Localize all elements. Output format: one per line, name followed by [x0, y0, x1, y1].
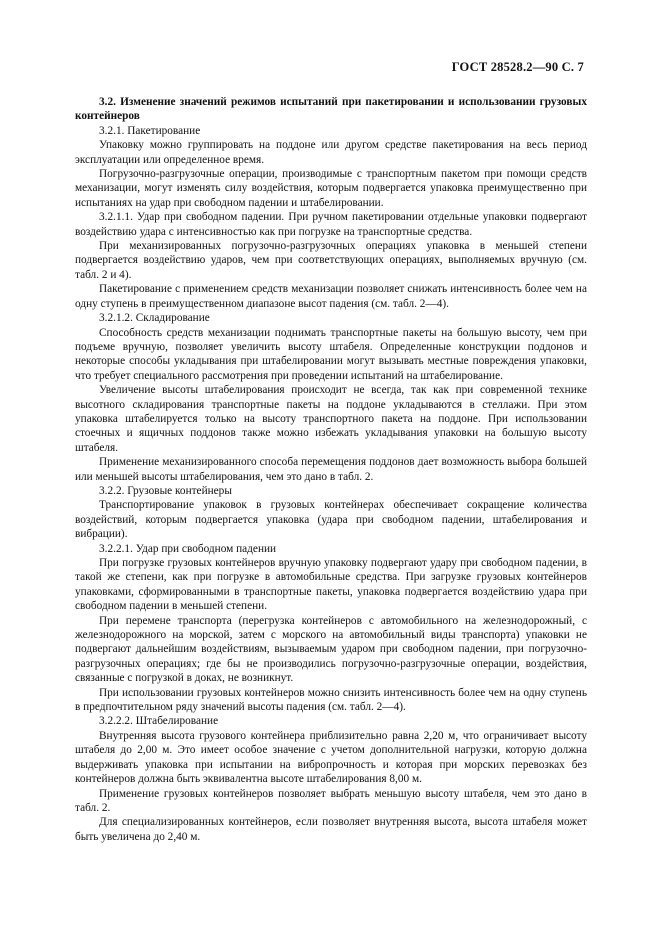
subsection-paragraph: 3.2.2.2. Штабелирование: [99, 715, 219, 728]
body-paragraph: Транспортирование упаковок в грузовых контейнерах обеспечивает сокращение количества воздействий, которым подвергается упаковка (удара при свободном падении, штабелирования и вибрации).: [75, 499, 587, 541]
body-paragraph: Упаковку можно группировать на поддоне или другом средстве пакетирования на весь период эксплуатации или определенное время.: [75, 139, 587, 166]
body-paragraph: Применение грузовых контейнеров позволяет выбрать меньшую высоту штабеля, чем это дано в табл. 2.: [75, 787, 587, 814]
subsection-paragraph: 3.2.1.1. Удар при свободном падении. При ручном пакетировании отдельные упаковки подвергают воздействию удара с интенсивностью как при погрузке на транспортные средства.: [75, 211, 587, 238]
body-paragraph: При перемене транспорта (перегрузка контейнеров с автомобильного на железнодорожный, с железнодорожного на морской, затем с морского на автомобильный виды транспорта) упаковки не подвергают дальнейшим воздействиям, вызываемым ударом при свободном падении, при погрузочно-разгрузочных операциях; где бы не производились погрузочно-разгрузочные операции, воздействия, связанные с погрузкой в доках, не возникнут.: [75, 614, 587, 685]
document-body: [75, 95, 587, 844]
body-paragraph: Пакетирование с применением средств механизации позволяет снижать интенсивность более чем на одну ступень в преимущественном диапазоне высот падения (см. табл. 2—4).: [75, 283, 587, 310]
body-paragraph: Увеличение высоты штабелирования происходит не всегда, так как при современной технике высотного складирования транспортные пакеты на поддоне укладываются в стеллажи. При этом упаковка штабелируется только на высоту транспортного пакета на поддоне. При использовании стоечных и ящичных поддонов также можно избежать укладывания упаковки на большую высоту штабеля.: [75, 384, 587, 454]
subsection-paragraph: 3.2.1.2. Складирование: [99, 312, 210, 325]
subsection-paragraph: 3.2.2. Грузовые контейнеры: [99, 484, 232, 497]
page-header: ГОСТ 28528.2—90 С. 7: [451, 60, 584, 74]
body-paragraph: Внутренняя высота грузового контейнера приблизительно равна 2,20 м, что ограничивает высоту штабеля до 2,00 м. Это имеет особое значение с учетом дополнительной нагрузки, которую должна выдерживать упаковка при испытании на вибропрочность и которая при морских перевозках без контейнеров должна быть эквивалентна высоте штабелирования 8,00 м.: [75, 729, 587, 786]
section-heading: 3.2. Изменение значений режимов испытаний при пакетировании и использовании грузовых контейнеров: [75, 96, 587, 123]
subsection-paragraph: 3.2.1. Пакетирование: [99, 124, 201, 137]
body-paragraph: Применение механизированного способа перемещения поддонов дает возможность выбора большей или меньшей высоты штабелирования, чем это дано в табл. 2.: [75, 456, 587, 483]
subsection-paragraph: 3.2.2.1. Удар при свободном падении: [99, 542, 277, 555]
body-paragraph: При использовании грузовых контейнеров можно снизить интенсивность более чем на одну ступень в предпочтительном ряду значений высоты падения (см. табл. 2—4).: [75, 686, 587, 714]
body-paragraph: При механизированных погрузочно-разгрузочных операциях упаковка в меньшей степени подвергается воздействию ударов, чем при соответствующих операциях, выполняемых вручную (см. табл. 2 и 4).: [75, 240, 587, 281]
body-paragraph: Для специализированных контейнеров, если позволяет внутренняя высота, высота штабеля может быть увеличена до 2,40 м.: [75, 816, 587, 843]
body-paragraph: При погрузке грузовых контейнеров вручную упаковку подвергают удару при свободном падении, в такой же степени, как при погрузке в автомобильные средства. При загрузке грузовых контейнеров упаковками, сформированными в транспортные пакеты, упаковка подвергается воздействию удара при свободном падении в меньшей степени.: [75, 557, 587, 613]
body-paragraph: Погрузочно-разгрузочные операции, производимые с транспортным пакетом при помощи средств механизации, могут изменять силу воздействия, которым подвергается упаковка преимущественно при испытаниях на удар при свободном падении и штабелировании.: [75, 168, 587, 209]
body-paragraph: Способность средств механизации поднимать транспортные пакеты на большую высоту, чем при подъеме вручную, позволяет увеличить высоту штабеля. Определенные конструкции поддонов и некоторые способы укладывания при штабелировании могут вызывать местные повреждения упаковки, что требует специального рассмотрения при проведении испытаний на штабелирование.: [75, 326, 587, 382]
